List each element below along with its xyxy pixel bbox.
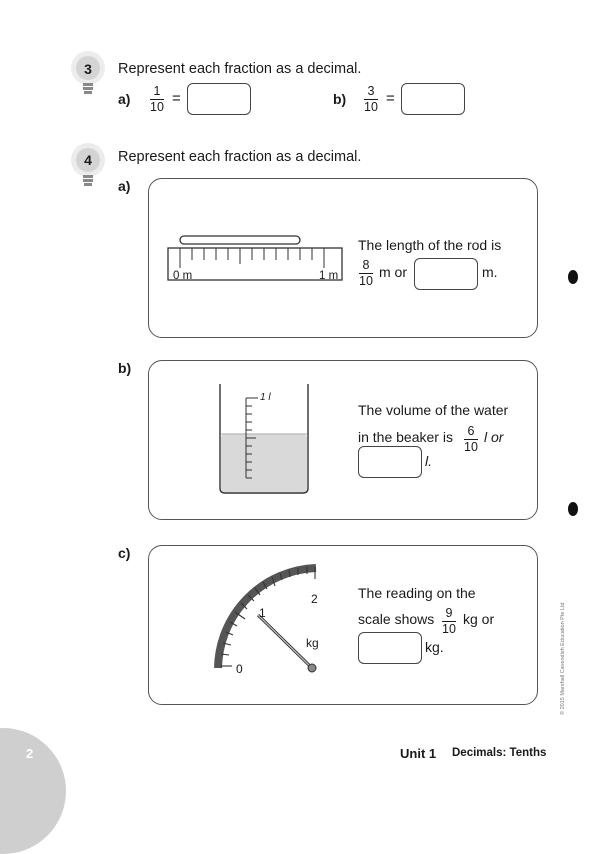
question-4c-answer-box[interactable] bbox=[358, 632, 422, 664]
fraction-numerator: 6 bbox=[467, 424, 475, 438]
question-4-number: 4 bbox=[84, 152, 92, 168]
question-3a-label: a) bbox=[118, 91, 131, 107]
question-4a-text-line1: The length of the rod is bbox=[358, 237, 502, 253]
scale-label-zero: 0 bbox=[236, 662, 243, 676]
question-3a-answer-box[interactable] bbox=[187, 83, 251, 115]
binder-hole bbox=[568, 502, 578, 516]
binder-hole bbox=[568, 270, 578, 284]
fraction-numerator: 8 bbox=[362, 258, 370, 272]
weighing-scale-illustration bbox=[200, 560, 340, 680]
question-4c-text-line2-post: kg or bbox=[463, 611, 495, 627]
question-3b-equals: = bbox=[386, 90, 395, 107]
fraction-denominator: 10 bbox=[364, 100, 378, 114]
fraction-denominator: 10 bbox=[442, 622, 456, 636]
question-4b-fraction bbox=[464, 425, 478, 454]
question-4-instruction: Represent each fraction as a decimal. bbox=[118, 149, 362, 165]
question-3b-answer-box[interactable] bbox=[401, 83, 465, 115]
scale-unit-label: kg bbox=[306, 636, 319, 650]
page-number: 2 bbox=[26, 746, 34, 761]
question-4c-text-line2-pre: scale shows bbox=[358, 611, 435, 627]
question-4c-unit: kg. bbox=[425, 639, 444, 655]
fraction-denominator: 10 bbox=[464, 440, 478, 454]
question-3b-label: b) bbox=[333, 91, 347, 107]
fraction-numerator: 9 bbox=[445, 606, 453, 620]
question-4a-label: a) bbox=[118, 178, 131, 194]
question-3b-fraction bbox=[364, 85, 378, 114]
rod bbox=[180, 236, 300, 244]
scale-label-one: 1 bbox=[259, 606, 266, 620]
question-4b-text-line1: The volume of the water bbox=[358, 402, 509, 418]
copyright-notice: © 2015 Marshall Cavendish Education Pte Ltd bbox=[560, 602, 566, 715]
question-4b-text-line2-pre: in the beaker is bbox=[358, 429, 453, 445]
beaker-water bbox=[221, 434, 307, 492]
ruler bbox=[168, 248, 342, 280]
ruler-end-label: 1 m bbox=[319, 270, 339, 282]
question-4b-text-line2-post: l or bbox=[484, 429, 504, 445]
fraction-denominator: 10 bbox=[359, 274, 373, 288]
ruler-start-label: 0 m bbox=[173, 270, 193, 282]
question-4c-label: c) bbox=[118, 545, 131, 561]
scale-label-two: 2 bbox=[311, 592, 318, 606]
fraction-numerator: 1 bbox=[153, 84, 161, 98]
scale-dial-arc bbox=[218, 568, 316, 668]
fraction-denominator: 10 bbox=[150, 100, 164, 114]
footer-chapter: Decimals: Tenths bbox=[452, 747, 547, 759]
question-3-instruction: Represent each fraction as a decimal. bbox=[118, 61, 362, 77]
question-4b-panel bbox=[148, 360, 538, 520]
question-4c-fraction bbox=[442, 607, 456, 636]
question-3a-fraction bbox=[150, 85, 164, 114]
question-4b-label: b) bbox=[118, 360, 132, 376]
question-4b-answer-box[interactable] bbox=[358, 446, 422, 478]
beaker-mark-label: 1 l bbox=[260, 392, 271, 403]
question-4a-unit: m. bbox=[482, 264, 498, 280]
scale-pivot bbox=[308, 664, 316, 672]
question-4a-text-mid: m or bbox=[379, 264, 407, 280]
question-4a-answer-box[interactable] bbox=[414, 258, 478, 290]
question-4c-text-line1: The reading on the bbox=[358, 585, 476, 601]
question-3a-equals: = bbox=[172, 90, 181, 107]
footer-unit: Unit 1 bbox=[400, 746, 437, 761]
question-4b-unit: l. bbox=[425, 453, 432, 469]
question-3-number: 3 bbox=[84, 61, 92, 77]
fraction-numerator: 3 bbox=[367, 84, 375, 98]
question-4a-fraction bbox=[359, 259, 373, 288]
